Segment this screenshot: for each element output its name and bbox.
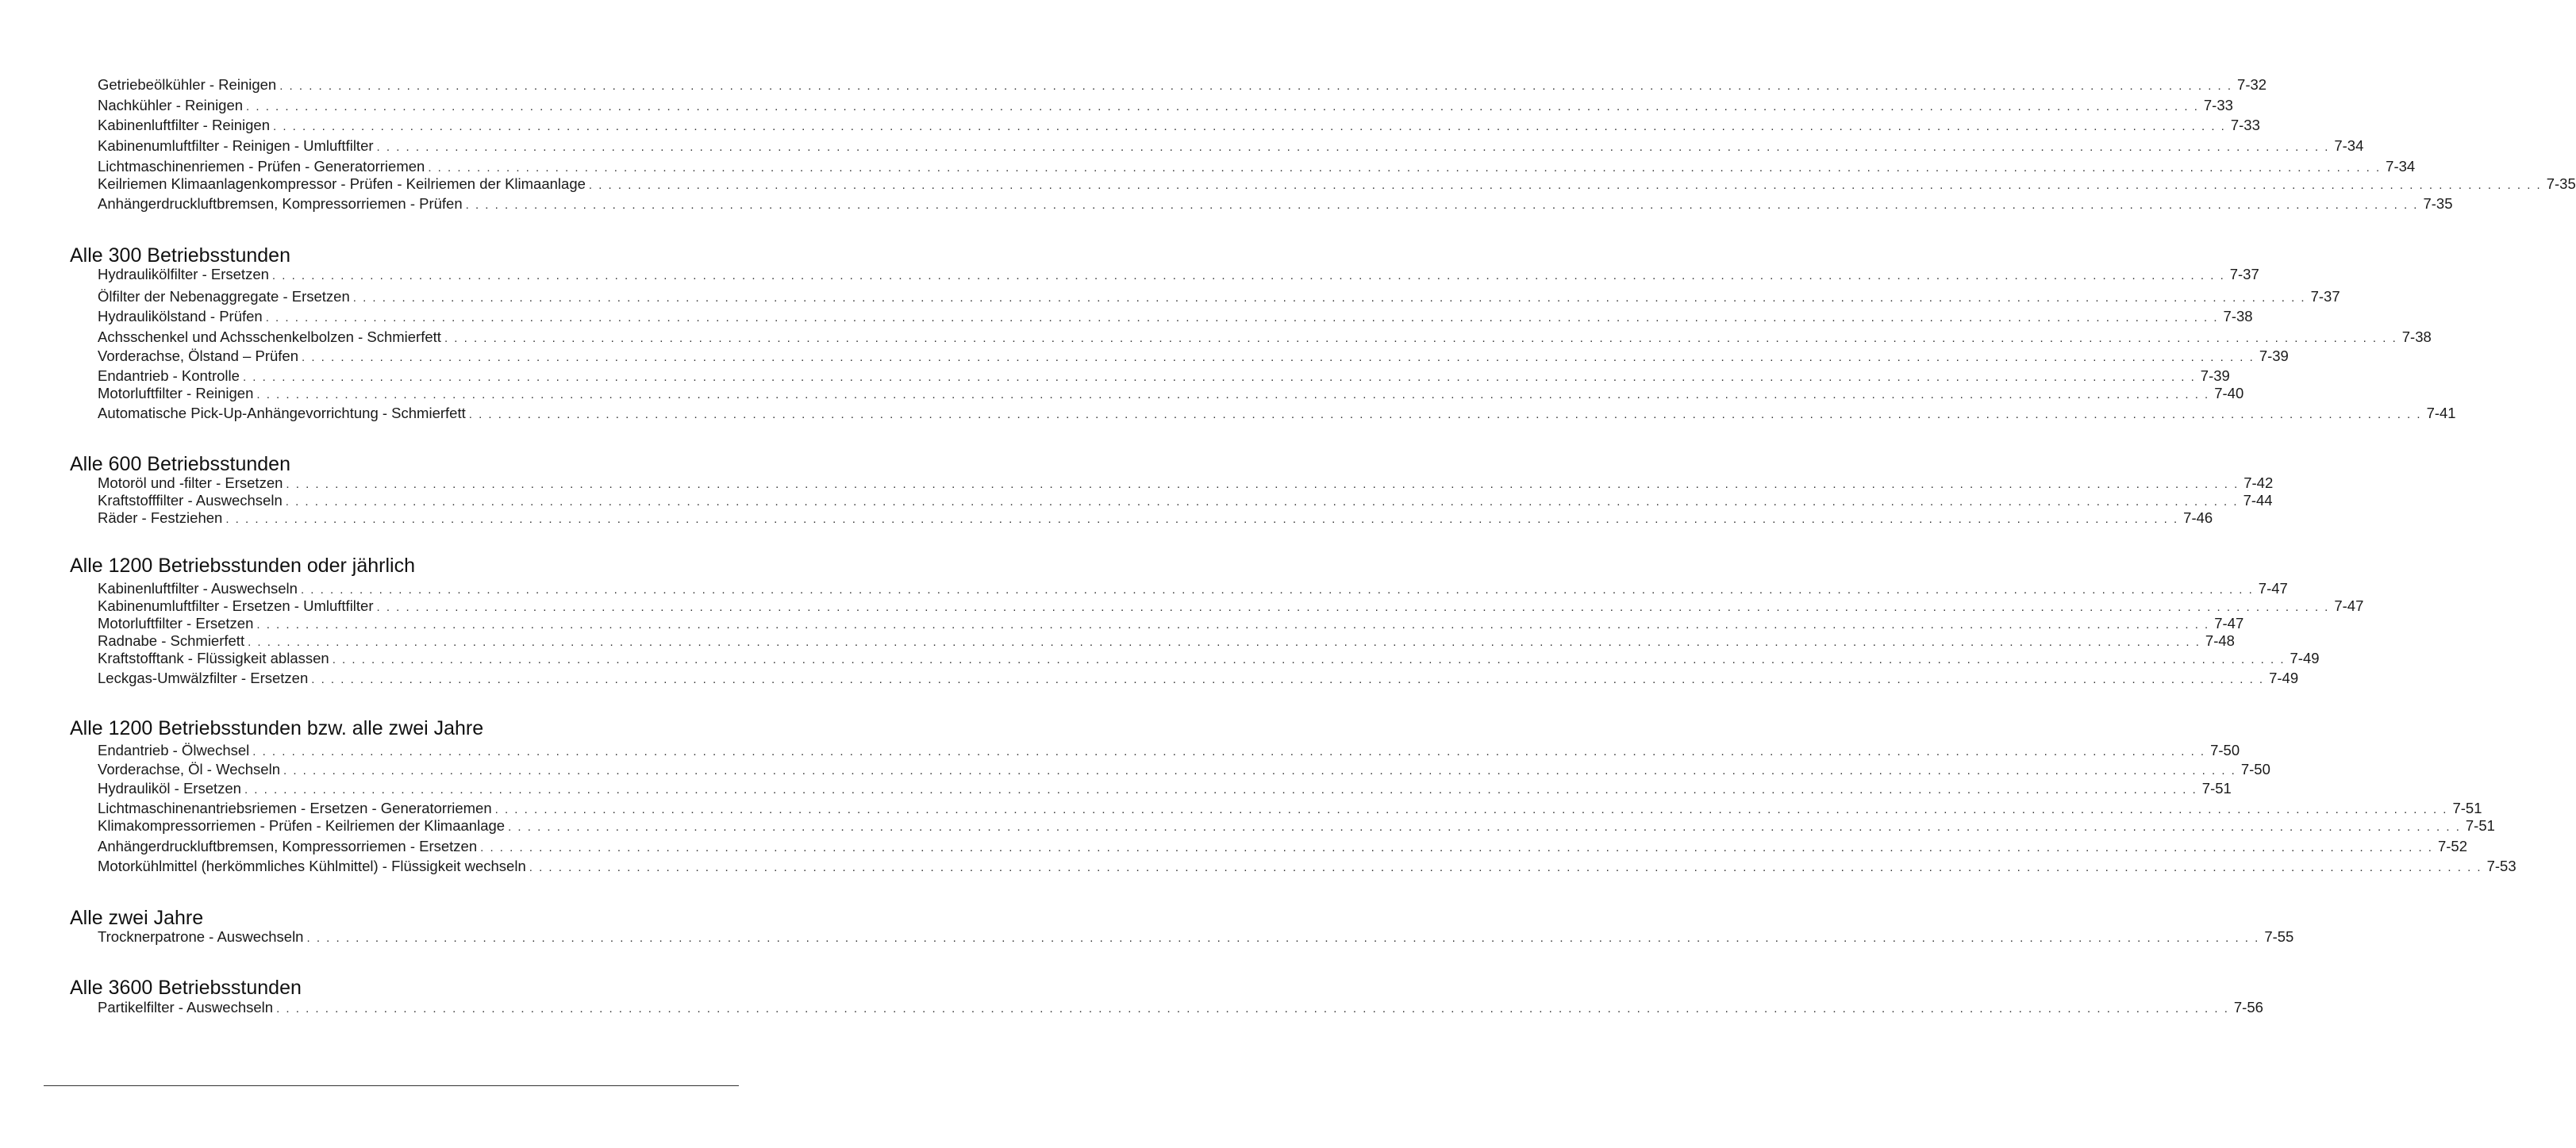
dot-leader: . . . . . . . . . . . . . . . . . . . . . . . . . . . . . . . . . . . . . . . . . . . . . . . . . . . . . . . . . . . . . . . . . . . . . . . . . . . . . . . . . . . . . . . . . . . . . . . . . . . . . . . . . . . . . . . . . . . . . . . . . . . . . . . . . . . . . . . . . . . . . . . . . . . . . . . . . . . . . . . . . . . . . . . . . . . . . . . . . . . . . . . . . . . . . . . . . . . . . . . . [300,583,2254,597]
dot-leader: . . . . . . . . . . . . . . . . . . . . . . . . . . . . . . . . . . . . . . . . . . . . . . . . . . . . . . . . . . . . . . . . . . . . . . . . . . . . . . . . . . . . . . . . . . . . . . . . . . . . . . . . . . . . . . . . . . . . . . . . . . . . . . . . . . . . . . . . . . . . . . . . . . . . . . . . . . . . . . . . . . . . . . . . . . . . . . . . . . . . . . . . . . . . . . . . . . . . . . . . [494,803,2448,816]
toc-entry-label: Motoröl und -filter - Ersetzen [98,474,283,491]
toc-entry[interactable] [98,474,2274,493]
dot-leader: . . . . . . . . . . . . . . . . . . . . . . . . . . . . . . . . . . . . . . . . . . . . . . . . . . . . . . . . . . . . . . . . . . . . . . . . . . . . . . . . . . . . . . . . . . . . . . . . . . . . . . . . . . . . . . . . . . . . . . . . . . . . . . . . . . . . . . . . . . . . . . . . . . . . . . . . . . . . . . . . . . . . . . . . . . . . . . . . . . . . . . . . . . . . . . . . . . . . . . . . [252,745,2206,758]
toc-entry[interactable] [98,97,2233,116]
toc-entry[interactable] [98,175,2576,194]
dot-leader: . . . . . . . . . . . . . . . . . . . . . . . . . . . . . . . . . . . . . . . . . . . . . . . . . . . . . . . . . . . . . . . . . . . . . . . . . . . . . . . . . . . . . . . . . . . . . . . . . . . . . . . . . . . . . . . . . . . . . . . . . . . . . . . . . . . . . . . . . . . . . . . . . . . . . . . . . . . . . . . . . . . . . . . . . . . . . . . . . . . . . . . . . . . . . . . . . . . . . . . . [285,495,2239,509]
toc-entry-page-number: 7-48 [2205,632,2235,649]
toc-entry-page-number: 7-38 [2401,328,2432,345]
dot-leader: . . . . . . . . . . . . . . . . . . . . . . . . . . . . . . . . . . . . . . . . . . . . . . . . . . . . . . . . . . . . . . . . . . . . . . . . . . . . . . . . . . . . . . . . . . . . . . . . . . . . . . . . . . . . . . . . . . . . . . . . . . . . . . . . . . . . . . . . . . . . . . . . . . . . . . . . . . . . . . . . . . . . . . . . . . . . . . . . . . . . . . . . . . . . . . . . . . . . . . . . [276,1002,2229,1016]
toc-entry[interactable] [98,347,2289,367]
toc-entry[interactable] [98,405,2456,424]
toc-entry-page-number: 7-52 [2437,838,2467,854]
dot-leader: . . . . . . . . . . . . . . . . . . . . . . . . . . . . . . . . . . . . . . . . . . . . . . . . . . . . . . . . . . . . . . . . . . . . . . . . . . . . . . . . . . . . . . . . . . . . . . . . . . . . . . . . . . . . . . . . . . . . . . . . . . . . . . . . . . . . . . . . . . . . . . . . . . . . . . . . . . . . . . . . . . . . . . . . . . . . . . . . . . . . . . . . . . . . . . . . . . . . . . . . [242,371,2196,384]
toc-entry-label: Motorluftfilter - Reinigen [98,385,254,401]
toc-entry-label: Keilriemen Klimaanlagenkompressor - Prüfen - Keilriemen der Klimaanlage [98,175,586,192]
toc-entry-page-number: 7-49 [2269,670,2299,686]
toc-entry[interactable] [98,597,2364,616]
dot-leader: . . . . . . . . . . . . . . . . . . . . . . . . . . . . . . . . . . . . . . . . . . . . . . . . . . . . . . . . . . . . . . . . . . . . . . . . . . . . . . . . . . . . . . . . . . . . . . . . . . . . . . . . . . . . . . . . . . . . . . . . . . . . . . . . . . . . . . . . . . . . . . . . . . . . . . . . . . . . . . . . . . . . . . . . . . . . . . . . . . . . . . . . . . . . . . . . . . . . . . . . [508,820,2461,834]
toc-entry-label: Klimakompressorriemen - Prüfen - Keilriemen der Klimaanlage [98,817,506,834]
toc-entry-page-number: 7-35 [2423,195,2453,212]
toc-entry-page-number: 7-49 [2290,650,2320,666]
dot-leader: . . . . . . . . . . . . . . . . . . . . . . . . . . . . . . . . . . . . . . . . . . . . . . . . . . . . . . . . . . . . . . . . . . . . . . . . . . . . . . . . . . . . . . . . . . . . . . . . . . . . . . . . . . . . . . . . . . . . . . . . . . . . . . . . . . . . . . . . . . . . . . . . . . . . . . . . . . . . . . . . . . . . . . . . . . . . . . . . . . . . . . . . . . . . . . . . . . . . . . . . [248,635,2201,649]
toc-entry-label: Trocknerpatrone - Auswechseln [98,928,304,945]
toc-entry[interactable] [98,158,2416,177]
toc-entry-page-number: 7-37 [2310,288,2340,305]
dot-leader: . . . . . . . . . . . . . . . . . . . . . . . . . . . . . . . . . . . . . . . . . . . . . . . . . . . . . . . . . . . . . . . . . . . . . . . . . . . . . . . . . . . . . . . . . . . . . . . . . . . . . . . . . . . . . . . . . . . . . . . . . . . . . . . . . . . . . . . . . . . . . . . . . . . . . . . . . . . . . . . . . . . . . . . . . . . . . . . . . . . . . . . . . . . . . . . . . . . . . . . . [271,269,2225,282]
toc-entry-page-number: 7-47 [2334,597,2364,614]
toc-entry-page-number: 7-47 [2258,580,2288,597]
toc-entry-label: Achsschenkel und Achsschenkelbolzen - Schmierfett [98,328,441,345]
dot-leader: . . . . . . . . . . . . . . . . . . . . . . . . . . . . . . . . . . . . . . . . . . . . . . . . . . . . . . . . . . . . . . . . . . . . . . . . . . . . . . . . . . . . . . . . . . . . . . . . . . . . . . . . . . . . . . . . . . . . . . . . . . . . . . . . . . . . . . . . . . . . . . . . . . . . . . . . . . . . . . . . . . . . . . . . . . . . . . . . . . . . . . . . . . . . . . . . . . . . . . . . [444,332,2397,345]
dot-leader: . . . . . . . . . . . . . . . . . . . . . . . . . . . . . . . . . . . . . . . . . . . . . . . . . . . . . . . . . . . . . . . . . . . . . . . . . . . . . . . . . . . . . . . . . . . . . . . . . . . . . . . . . . . . . . . . . . . . . . . . . . . . . . . . . . . . . . . . . . . . . . . . . . . . . . . . . . . . . . . . . . . . . . . . . . . . . . . . . . . . . . . . . . . . . . . . . . . . . . . . [480,841,2433,854]
toc-entry-page-number: 7-51 [2465,817,2495,834]
toc-entry[interactable] [98,580,2288,599]
toc-entry-label: Vorderachse, Ölstand – Prüfen [98,347,298,364]
dot-leader: . . . . . . . . . . . . . . . . . . . . . . . . . . . . . . . . . . . . . . . . . . . . . . . . . . . . . . . . . . . . . . . . . . . . . . . . . . . . . . . . . . . . . . . . . . . . . . . . . . . . . . . . . . . . . . . . . . . . . . . . . . . . . . . . . . . . . . . . . . . . . . . . . . . . . . . . . . . . . . . . . . . . . . . . . . . . . . . . . . . . . . . . . . . . . . . . . . . . . . . . [332,653,2286,666]
toc-entry[interactable] [98,137,2364,156]
dot-leader: . . . . . . . . . . . . . . . . . . . . . . . . . . . . . . . . . . . . . . . . . . . . . . . . . . . . . . . . . . . . . . . . . . . . . . . . . . . . . . . . . . . . . . . . . . . . . . . . . . . . . . . . . . . . . . . . . . . . . . . . . . . . . . . . . . . . . . . . . . . . . . . . . . . . . . . . . . . . . . . . . . . . . . . . . . . . . . . . . . . . . . . . . . . . . . . . . . . . . . . . [588,179,2542,192]
dot-leader: . . . . . . . . . . . . . . . . . . . . . . . . . . . . . . . . . . . . . . . . . . . . . . . . . . . . . . . . . . . . . . . . . . . . . . . . . . . . . . . . . . . . . . . . . . . . . . . . . . . . . . . . . . . . . . . . . . . . . . . . . . . . . . . . . . . . . . . . . . . . . . . . . . . . . . . . . . . . . . . . . . . . . . . . . . . . . . . . . . . . . . . . . . . . . . . . . . . . . . . . [376,140,2330,154]
footer-rule [44,1085,739,1086]
toc-entry[interactable] [98,288,2340,307]
toc-entry-page-number: 7-33 [2203,97,2233,113]
toc-entry-label: Endantrieb - Ölwechsel [98,742,250,758]
toc-entry[interactable] [98,492,2273,511]
toc-entry[interactable] [98,308,2253,327]
toc-entry-label: Kraftstofftank - Flüssigkeit ablassen [98,650,329,666]
toc-entry-page-number: 7-38 [2223,308,2253,324]
toc-entry[interactable] [98,761,2270,780]
toc-entry-page-number: 7-55 [2264,928,2294,945]
section-heading: Alle 3600 Betriebsstunden [70,977,302,999]
toc-entry-page-number: 7-51 [2452,800,2482,816]
toc-entry[interactable] [98,780,2232,799]
toc-entry-page-number: 7-37 [2229,266,2259,282]
toc-entry-page-number: 7-50 [2240,761,2270,777]
toc-entry[interactable] [98,838,2467,857]
toc-entry-page-number: 7-34 [2334,137,2364,154]
toc-entry[interactable] [98,817,2495,836]
dot-leader: . . . . . . . . . . . . . . . . . . . . . . . . . . . . . . . . . . . . . . . . . . . . . . . . . . . . . . . . . . . . . . . . . . . . . . . . . . . . . . . . . . . . . . . . . . . . . . . . . . . . . . . . . . . . . . . . . . . . . . . . . . . . . . . . . . . . . . . . . . . . . . . . . . . . . . . . . . . . . . . . . . . . . . . . . . . . . . . . . . . . . . . . . . . . . . . . . . . . . . . . [468,408,2422,421]
toc-entry-page-number: 7-47 [2214,615,2244,632]
section-heading: Alle 600 Betriebsstunden [70,453,290,475]
toc-entry[interactable] [98,858,2516,877]
dot-leader: . . . . . . . . . . . . . . . . . . . . . . . . . . . . . . . . . . . . . . . . . . . . . . . . . . . . . . . . . . . . . . . . . . . . . . . . . . . . . . . . . . . . . . . . . . . . . . . . . . . . . . . . . . . . . . . . . . . . . . . . . . . . . . . . . . . . . . . . . . . . . . . . . . . . . . . . . . . . . . . . . . . . . . . . . . . . . . . . . . . . . . . . . . . . . . . . . . . . . . . . [529,861,2482,874]
toc-entry[interactable] [98,117,2260,136]
dot-leader: . . . . . . . . . . . . . . . . . . . . . . . . . . . . . . . . . . . . . . . . . . . . . . . . . . . . . . . . . . . . . . . . . . . . . . . . . . . . . . . . . . . . . . . . . . . . . . . . . . . . . . . . . . . . . . . . . . . . . . . . . . . . . . . . . . . . . . . . . . . . . . . . . . . . . . . . . . . . . . . . . . . . . . . . . . . . . . . . . . . . . . . . . . . . . . . . . . . . . . . . [376,601,2330,614]
toc-entry-page-number: 7-44 [2243,492,2273,509]
toc-entry[interactable] [98,76,2267,95]
dot-leader: . . . . . . . . . . . . . . . . . . . . . . . . . . . . . . . . . . . . . . . . . . . . . . . . . . . . . . . . . . . . . . . . . . . . . . . . . . . . . . . . . . . . . . . . . . . . . . . . . . . . . . . . . . . . . . . . . . . . . . . . . . . . . . . . . . . . . . . . . . . . . . . . . . . . . . . . . . . . . . . . . . . . . . . . . . . . . . . . . . . . . . . . . . . . . . . . . . . . . . . . [246,100,2199,113]
dot-leader: . . . . . . . . . . . . . . . . . . . . . . . . . . . . . . . . . . . . . . . . . . . . . . . . . . . . . . . . . . . . . . . . . . . . . . . . . . . . . . . . . . . . . . . . . . . . . . . . . . . . . . . . . . . . . . . . . . . . . . . . . . . . . . . . . . . . . . . . . . . . . . . . . . . . . . . . . . . . . . . . . . . . . . . . . . . . . . . . . . . . . . . . . . . . . . . . . . . . . . . . [265,311,2219,324]
toc-entry[interactable] [98,328,2432,347]
dot-leader: . . . . . . . . . . . . . . . . . . . . . . . . . . . . . . . . . . . . . . . . . . . . . . . . . . . . . . . . . . . . . . . . . . . . . . . . . . . . . . . . . . . . . . . . . . . . . . . . . . . . . . . . . . . . . . . . . . . . . . . . . . . . . . . . . . . . . . . . . . . . . . . . . . . . . . . . . . . . . . . . . . . . . . . . . . . . . . . . . . . . . . . . . . . . . . . . . . . . . . . . [256,618,2210,632]
toc-entry[interactable] [98,632,2235,651]
toc-entry-label: Endantrieb - Kontrolle [98,367,240,384]
section-heading: Alle 1200 Betriebsstunden oder jährlich [70,555,415,577]
toc-entry-page-number: 7-39 [2259,347,2289,364]
toc-entry[interactable] [98,385,2244,404]
toc-entry-label: Räder - Festziehen [98,509,223,526]
toc-entry-label: Kabinenumluftfilter - Reinigen - Umluftfilter [98,137,374,154]
toc-entry-page-number: 7-53 [2486,858,2516,874]
dot-leader: . . . . . . . . . . . . . . . . . . . . . . . . . . . . . . . . . . . . . . . . . . . . . . . . . . . . . . . . . . . . . . . . . . . . . . . . . . . . . . . . . . . . . . . . . . . . . . . . . . . . . . . . . . . . . . . . . . . . . . . . . . . . . . . . . . . . . . . . . . . . . . . . . . . . . . . . . . . . . . . . . . . . . . . . . . . . . . . . . . . . . . . . . . . . . . . . . . . . . . . . [428,161,2382,175]
toc-entry-label: Lichtmaschinenriemen - Prüfen - Generatorriemen [98,158,425,175]
toc-entry-page-number: 7-35 [2546,175,2576,192]
dot-leader: . . . . . . . . . . . . . . . . . . . . . . . . . . . . . . . . . . . . . . . . . . . . . . . . . . . . . . . . . . . . . . . . . . . . . . . . . . . . . . . . . . . . . . . . . . . . . . . . . . . . . . . . . . . . . . . . . . . . . . . . . . . . . . . . . . . . . . . . . . . . . . . . . . . . . . . . . . . . . . . . . . . . . . . . . . . . . . . . . . . . . . . . . . . . . . . . . . . . . . . . [311,673,2265,686]
dot-leader: . . . . . . . . . . . . . . . . . . . . . . . . . . . . . . . . . . . . . . . . . . . . . . . . . . . . . . . . . . . . . . . . . . . . . . . . . . . . . . . . . . . . . . . . . . . . . . . . . . . . . . . . . . . . . . . . . . . . . . . . . . . . . . . . . . . . . . . . . . . . . . . . . . . . . . . . . . . . . . . . . . . . . . . . . . . . . . . . . . . . . . . . . . . . . . . . . . . . . . . . [283,764,2236,777]
toc-entry-label: Anhängerdruckluftbremsen, Kompressorriemen - Ersetzen [98,838,478,854]
toc-entry[interactable] [98,650,2320,669]
toc-entry-label: Hydraulikölfilter - Ersetzen [98,266,269,282]
toc-entry-page-number: 7-32 [2237,76,2267,93]
toc-entry-label: Nachkühler - Reinigen [98,97,244,113]
toc-entry[interactable] [98,615,2244,634]
toc-entry[interactable] [98,800,2482,819]
toc-entry-label: Hydraulikölstand - Prüfen [98,308,263,324]
section-heading: Alle 1200 Betriebsstunden bzw. alle zwei Jahre [70,717,484,739]
section-heading: Alle zwei Jahre [70,907,204,929]
dot-leader: . . . . . . . . . . . . . . . . . . . . . . . . . . . . . . . . . . . . . . . . . . . . . . . . . . . . . . . . . . . . . . . . . . . . . . . . . . . . . . . . . . . . . . . . . . . . . . . . . . . . . . . . . . . . . . . . . . . . . . . . . . . . . . . . . . . . . . . . . . . . . . . . . . . . . . . . . . . . . . . . . . . . . . . . . . . . . . . . . . . . . . . . . . . . . . . . . . . . . . . . [306,931,2260,945]
toc-entry-page-number: 7-46 [2183,509,2213,526]
dot-leader: . . . . . . . . . . . . . . . . . . . . . . . . . . . . . . . . . . . . . . . . . . . . . . . . . . . . . . . . . . . . . . . . . . . . . . . . . . . . . . . . . . . . . . . . . . . . . . . . . . . . . . . . . . . . . . . . . . . . . . . . . . . . . . . . . . . . . . . . . . . . . . . . . . . . . . . . . . . . . . . . . . . . . . . . . . . . . . . . . . . . . . . . . . . . . . . . . . . . . . . . [279,79,2233,93]
toc-entry-label: Automatische Pick-Up-Anhängevorrichtung - Schmierfett [98,405,466,421]
toc-entry-label: Ölfilter der Nebenaggregate - Ersetzen [98,288,350,305]
toc-entry-label: Motorkühlmittel (herkömmliches Kühlmittel) - Flüssigkeit wechseln [98,858,526,874]
dot-leader: . . . . . . . . . . . . . . . . . . . . . . . . . . . . . . . . . . . . . . . . . . . . . . . . . . . . . . . . . . . . . . . . . . . . . . . . . . . . . . . . . . . . . . . . . . . . . . . . . . . . . . . . . . . . . . . . . . . . . . . . . . . . . . . . . . . . . . . . . . . . . . . . . . . . . . . . . . . . . . . . . . . . . . . . . . . . . . . . . . . . . . . . . . . . . . . . . . . . . . . . [256,388,2210,401]
toc-entry-page-number: 7-34 [2386,158,2416,175]
toc-entry-label: Hydrauliköl - Ersetzen [98,780,241,797]
toc-entry-label: Anhängerdruckluftbremsen, Kompressorriemen - Prüfen [98,195,463,212]
toc-entry-label: Kraftstofffilter - Auswechseln [98,492,283,509]
dot-leader: . . . . . . . . . . . . . . . . . . . . . . . . . . . . . . . . . . . . . . . . . . . . . . . . . . . . . . . . . . . . . . . . . . . . . . . . . . . . . . . . . . . . . . . . . . . . . . . . . . . . . . . . . . . . . . . . . . . . . . . . . . . . . . . . . . . . . . . . . . . . . . . . . . . . . . . . . . . . . . . . . . . . . . . . . . . . . . . . . . . . . . . . . . . . . . . . . . . . . . . . [301,351,2255,364]
toc-entry[interactable] [98,509,2213,528]
toc-entry-label: Kabinenluftfilter - Auswechseln [98,580,298,597]
toc-entry-label: Leckgas-Umwälzfilter - Ersetzen [98,670,309,686]
toc-entry-page-number: 7-41 [2426,405,2456,421]
toc-entry[interactable] [98,999,2263,1018]
toc-entry[interactable] [98,195,2453,214]
toc-entry-label: Kabinenumluftfilter - Ersetzen - Umluftfilter [98,597,374,614]
toc-entry[interactable] [98,367,2230,386]
toc-entry-page-number: 7-40 [2214,385,2244,401]
toc-entry-label: Motorluftfilter - Ersetzen [98,615,254,632]
dot-leader: . . . . . . . . . . . . . . . . . . . . . . . . . . . . . . . . . . . . . . . . . . . . . . . . . . . . . . . . . . . . . . . . . . . . . . . . . . . . . . . . . . . . . . . . . . . . . . . . . . . . . . . . . . . . . . . . . . . . . . . . . . . . . . . . . . . . . . . . . . . . . . . . . . . . . . . . . . . . . . . . . . . . . . . . . . . . . . . . . . . . . . . . . . . . . . . . . . . . . . . . [273,120,2226,133]
dot-leader: . . . . . . . . . . . . . . . . . . . . . . . . . . . . . . . . . . . . . . . . . . . . . . . . . . . . . . . . . . . . . . . . . . . . . . . . . . . . . . . . . . . . . . . . . . . . . . . . . . . . . . . . . . . . . . . . . . . . . . . . . . . . . . . . . . . . . . . . . . . . . . . . . . . . . . . . . . . . . . . . . . . . . . . . . . . . . . . . . . . . . . . . . . . . . . . . . . . . . . . . [352,291,2306,305]
toc-entry[interactable] [98,266,2259,285]
section-heading: Alle 300 Betriebsstunden [70,244,290,267]
toc-entry[interactable] [98,742,2240,761]
toc-entry-page-number: 7-39 [2200,367,2230,384]
toc-entry-page-number: 7-51 [2201,780,2232,797]
toc-entry-label: Partikelfilter - Auswechseln [98,999,274,1016]
toc-entry-page-number: 7-33 [2230,117,2260,133]
toc-entry[interactable] [98,670,2299,689]
toc-entry-page-number: 7-56 [2233,999,2263,1016]
toc-entry-label: Lichtmaschinenantriebsriemen - Ersetzen - Generatorriemen [98,800,492,816]
toc-entry-page-number: 7-42 [2243,474,2274,491]
toc-entry-page-number: 7-50 [2210,742,2240,758]
toc-entry-label: Radnabe - Schmierfett [98,632,245,649]
toc-entry-label: Kabinenluftfilter - Reinigen [98,117,270,133]
dot-leader: . . . . . . . . . . . . . . . . . . . . . . . . . . . . . . . . . . . . . . . . . . . . . . . . . . . . . . . . . . . . . . . . . . . . . . . . . . . . . . . . . . . . . . . . . . . . . . . . . . . . . . . . . . . . . . . . . . . . . . . . . . . . . . . . . . . . . . . . . . . . . . . . . . . . . . . . . . . . . . . . . . . . . . . . . . . . . . . . . . . . . . . . . . . . . . . . . . . . . . . . [286,478,2240,491]
toc-entry-label: Getriebeölkühler - Reinigen [98,76,277,93]
dot-leader: . . . . . . . . . . . . . . . . . . . . . . . . . . . . . . . . . . . . . . . . . . . . . . . . . . . . . . . . . . . . . . . . . . . . . . . . . . . . . . . . . . . . . . . . . . . . . . . . . . . . . . . . . . . . . . . . . . . . . . . . . . . . . . . . . . . . . . . . . . . . . . . . . . . . . . . . . . . . . . . . . . . . . . . . . . . . . . . . . . . . . . . . . . . . . . . . . . . . . . . . [465,198,2419,212]
toc-entry-label: Vorderachse, Öl - Wechseln [98,761,280,777]
dot-leader: . . . . . . . . . . . . . . . . . . . . . . . . . . . . . . . . . . . . . . . . . . . . . . . . . . . . . . . . . . . . . . . . . . . . . . . . . . . . . . . . . . . . . . . . . . . . . . . . . . . . . . . . . . . . . . . . . . . . . . . . . . . . . . . . . . . . . . . . . . . . . . . . . . . . . . . . . . . . . . . . . . . . . . . . . . . . . . . . . . . . . . . . . . . . . . . . . . . . . . . . [225,513,2179,526]
toc-entry[interactable] [98,928,2294,947]
dot-leader: . . . . . . . . . . . . . . . . . . . . . . . . . . . . . . . . . . . . . . . . . . . . . . . . . . . . . . . . . . . . . . . . . . . . . . . . . . . . . . . . . . . . . . . . . . . . . . . . . . . . . . . . . . . . . . . . . . . . . . . . . . . . . . . . . . . . . . . . . . . . . . . . . . . . . . . . . . . . . . . . . . . . . . . . . . . . . . . . . . . . . . . . . . . . . . . . . . . . . . . . [244,783,2197,797]
